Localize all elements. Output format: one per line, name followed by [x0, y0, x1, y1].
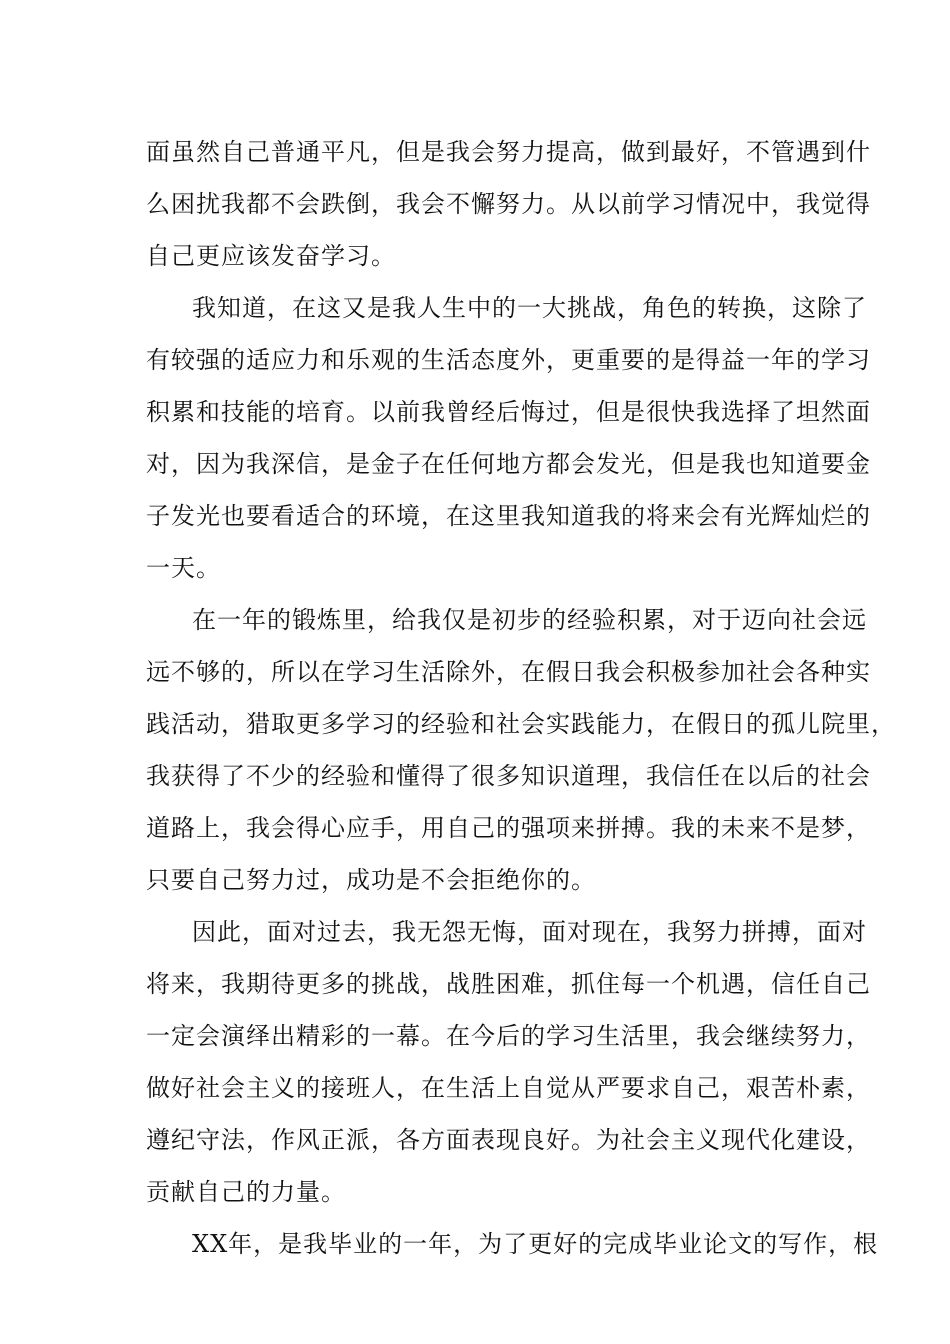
- text-line: 贡献自己的力量。: [146, 1178, 346, 1206]
- text-line: 么困扰我都不会跌倒，我会不懈努力。从以前学习情况中，我觉得: [146, 190, 871, 218]
- document-body: [146, 126, 896, 1270]
- paragraph-start-line: 我知道，在这又是我人生中的一大挑战，角色的转换，这除了: [192, 294, 867, 322]
- text-line: 有较强的适应力和乐观的生活态度外，更重要的是得益一年的学习: [146, 346, 871, 374]
- text-line: 做好社会主义的接班人，在生活上自觉从严要求自己，艰苦朴素，: [146, 1074, 871, 1102]
- text-line: 我获得了不少的经验和懂得了很多知识道理，我信任在以后的社会: [146, 762, 871, 790]
- paragraph-start-line: 因此，面对过去，我无怨无悔，面对现在，我努力拼搏，面对: [192, 918, 867, 946]
- text-line: 一定会演绎出精彩的一幕。在今后的学习生活里，我会继续努力，: [146, 1022, 871, 1050]
- text-line: 对，因为我深信，是金子在任何地方都会发光，但是我也知道要金: [146, 450, 871, 478]
- text-line: 积累和技能的培育。以前我曾经后悔过，但是很快我选择了坦然面: [146, 398, 871, 426]
- text-line: 遵纪守法，作风正派，各方面表现良好。为社会主义现代化建设，: [146, 1126, 871, 1154]
- text-line: 一天。: [146, 554, 221, 582]
- text-line: 践活动，猎取更多学习的经验和社会实践能力，在假日的孤儿院里，: [146, 710, 896, 738]
- paragraph-start-line: 在一年的锻炼里，给我仅是初步的经验积累，对于迈向社会远: [192, 606, 867, 634]
- text-line: 道路上，我会得心应手，用自己的强项来拼搏。我的未来不是梦，: [146, 814, 871, 842]
- text-line: 面虽然自己普通平凡，但是我会努力提高，做到最好，不管遇到什: [146, 138, 871, 166]
- text-line: 远不够的，所以在学习生活除外，在假日我会积极参加社会各种实: [146, 658, 871, 686]
- paragraph-start-line: XX年，是我毕业的一年，为了更好的完成毕业论文的写作，根: [192, 1230, 879, 1258]
- text-line: 将来，我期待更多的挑战，战胜困难，抓住每一个机遇，信任自己: [146, 970, 871, 998]
- text-line: 只要自己努力过，成功是不会拒绝你的。: [146, 866, 596, 894]
- text-line: 自己更应该发奋学习。: [146, 242, 396, 270]
- text-line: 子发光也要看适合的环境，在这里我知道我的将来会有光辉灿烂的: [146, 502, 871, 530]
